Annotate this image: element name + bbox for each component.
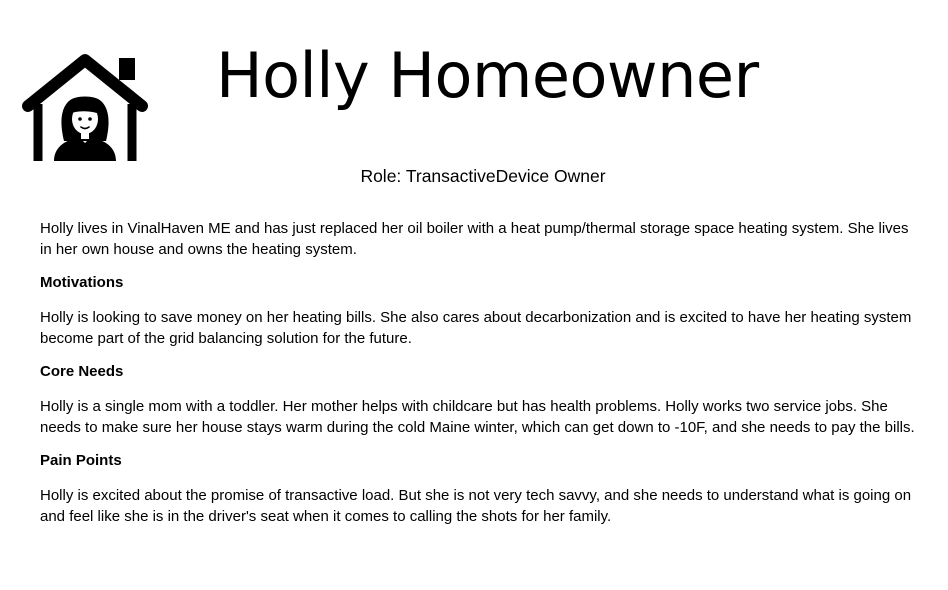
core-needs-text: Holly is a single mom with a toddler. Her mother helps with childcare but has health problems. Holly works two service jobs. She needs to make sure her house stays warm during the cold Maine winter, which can get down to -10F, and she needs to pay the bills. [40, 398, 915, 436]
house-woman-icon [20, 53, 150, 163]
persona-role: Role: TransactiveDevice Owner [360, 166, 606, 186]
pain-points-text: Holly is excited about the promise of transactive load. But she is not very tech savvy, and she needs to understand what is going on and feel like she is in the driver's seat when it comes to calling the shots for her family. [40, 487, 912, 525]
persona-description [40, 218, 920, 527]
intro-paragraph: Holly lives in VinalHaven ME and has just replaced her oil boiler with a heat pump/thermal storage space heating system. She lives in her own house and owns the heating system. [40, 220, 909, 258]
motivations-heading: Motivations [40, 274, 124, 291]
core-needs-heading: Core Needs [40, 363, 124, 380]
pain-points-heading: Pain Points [40, 452, 122, 469]
page-title: Holly Homeowner [216, 39, 759, 112]
motivations-text: Holly is looking to save money on her heating bills. She also cares about decarbonization and is excited to have her heating system become part of the grid balancing solution for the future. [40, 309, 912, 347]
